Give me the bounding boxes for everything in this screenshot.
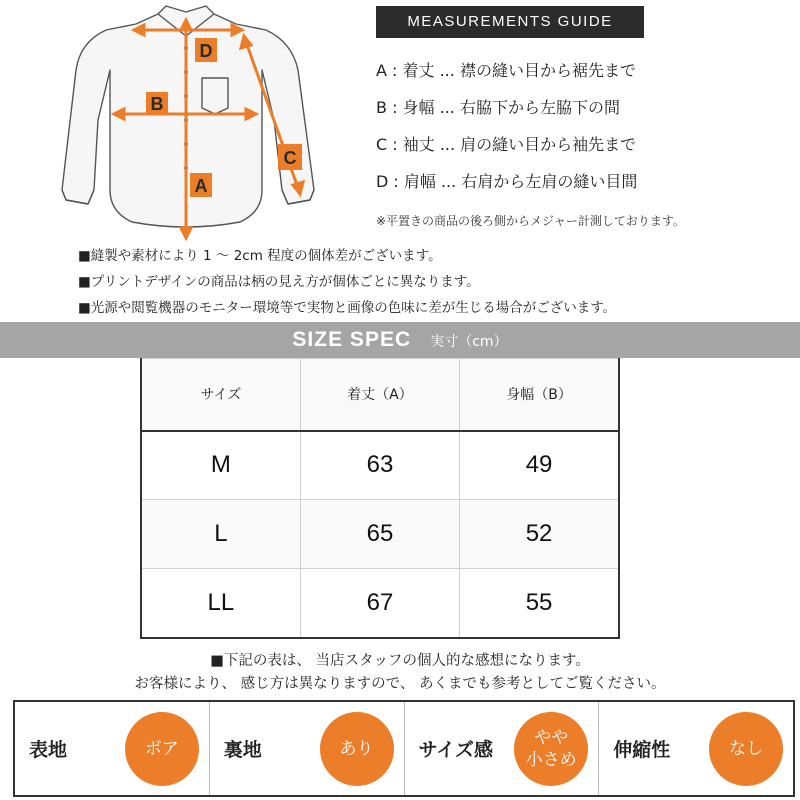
cell-width: 55	[460, 569, 619, 638]
feel-outer-fabric	[15, 702, 210, 795]
fabric-feel-bar	[13, 700, 795, 797]
cell-size: LL	[141, 569, 300, 638]
label-c: C	[283, 148, 297, 168]
feel-badge: ボア	[125, 712, 199, 786]
size-spec-title: SIZE SPEC	[292, 328, 412, 351]
notice-item: ■プリントデザインの商品は柄の見え方が個体ごとに異なります。	[78, 274, 480, 290]
label-a: A	[194, 176, 208, 196]
cell-width: 49	[460, 431, 619, 500]
cell-width: 52	[460, 500, 619, 569]
staff-opinion-disclaimer	[0, 650, 800, 696]
feel-label: サイズ感	[418, 739, 493, 761]
size-table	[140, 358, 620, 639]
feel-label: 表地	[29, 739, 68, 761]
disclaimer-line: お客様により、 感じ方は異なりますので、 あくまでも参考としてご覧ください。	[134, 676, 666, 692]
notice-list	[78, 243, 778, 321]
guide-line-b: B : 身幅 ... 右脇下から左脇下の間	[376, 98, 620, 117]
size-spec-unit: 実寸（cm）	[430, 334, 508, 350]
feel-stretch	[599, 702, 793, 795]
label-b: B	[150, 94, 164, 114]
column-header-length: 着丈（A）	[300, 359, 459, 431]
notice-item: ■光源や閲覧機器のモニター環境等で実物と画像の色味に差が生じる場合がございます。	[78, 300, 617, 316]
measurements-guide-list	[376, 58, 786, 206]
shirt-pocket	[202, 78, 228, 114]
cell-size: L	[141, 500, 300, 569]
table-header-row	[141, 359, 619, 431]
feel-badge: やや 小さめ	[514, 712, 588, 786]
column-header-size: サイズ	[141, 359, 300, 431]
size-spec-bar	[0, 322, 800, 358]
table-row	[141, 569, 619, 638]
feel-badge: あり	[320, 712, 394, 786]
cell-length: 63	[300, 431, 459, 500]
guide-line-d: D : 肩幅 ... 右肩から左肩の縫い目間	[376, 172, 638, 191]
table-row	[141, 500, 619, 569]
cell-length: 67	[300, 569, 459, 638]
notice-item: ■縫製や素材により 1 ～ 2cm 程度の個体差がございます。	[78, 248, 442, 264]
label-d: D	[199, 41, 213, 61]
disclaimer-line: ■下記の表は、 当店スタッフの個人的な感想になります。	[210, 653, 590, 669]
cell-size: M	[141, 431, 300, 500]
feel-label: 裏地	[223, 739, 262, 761]
cell-length: 65	[300, 500, 459, 569]
feel-label: 伸縮性	[613, 739, 671, 761]
feel-badge: なし	[709, 712, 783, 786]
measurements-guide-title: MEASUREMENTS GUIDE	[376, 6, 644, 38]
feel-lining	[210, 702, 405, 795]
measurement-note: ※平置きの商品の後ろ側からメジャー計測しております。	[376, 214, 685, 228]
table-row	[141, 431, 619, 500]
feel-size	[405, 702, 600, 795]
shirt-measurement-diagram	[40, 0, 340, 245]
guide-line-a: A : 着丈 ... 襟の縫い目から裾先まで	[376, 61, 636, 80]
guide-line-c: C : 袖丈 ... 肩の縫い目から袖先まで	[376, 135, 637, 154]
column-header-width: 身幅（B）	[460, 359, 619, 431]
